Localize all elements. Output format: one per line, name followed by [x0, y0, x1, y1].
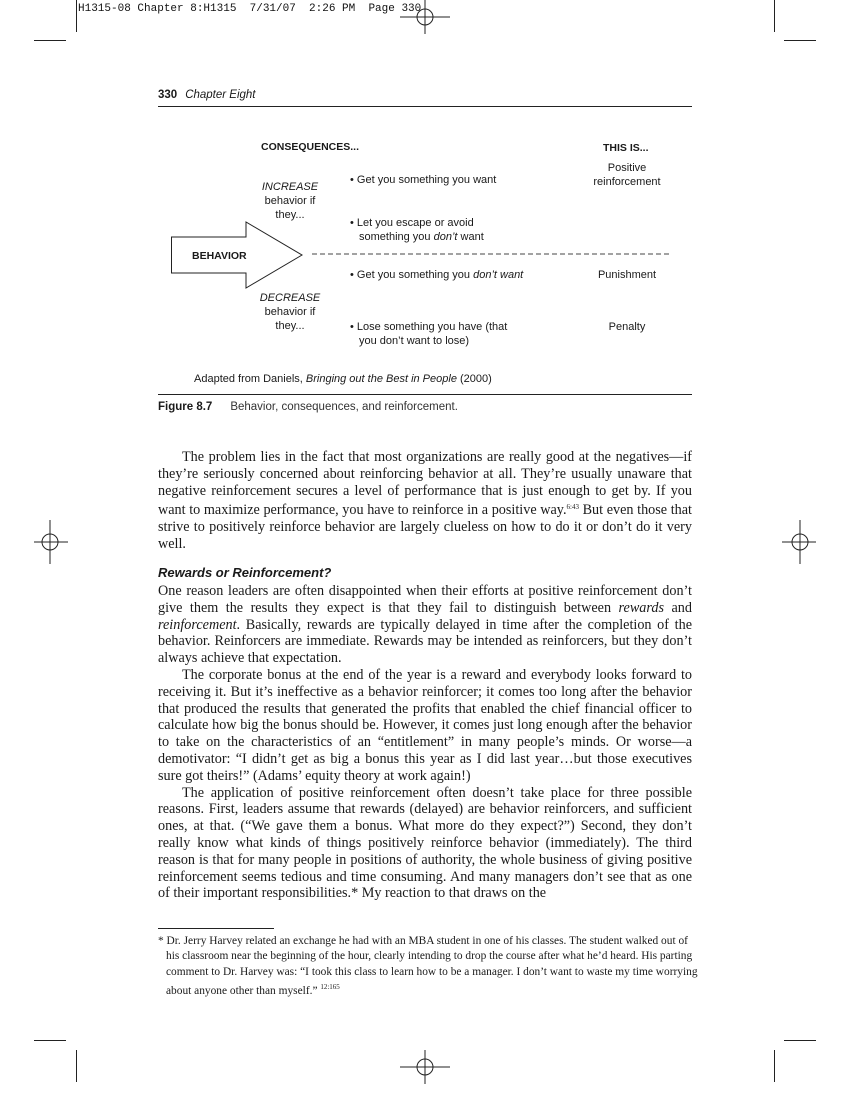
decrease-emph: DECREASE: [259, 292, 321, 304]
crop-mark: [34, 40, 66, 41]
footnote-citation-ref: 12:165: [320, 982, 340, 991]
chapter-title: Chapter Eight: [185, 89, 256, 101]
registration-target-icon: [400, 0, 450, 34]
item-escape-line1: • Let you escape or avoid: [350, 217, 474, 229]
behavior-label: BEHAVIOR: [192, 250, 247, 262]
decrease-line2: behavior if: [264, 306, 316, 318]
citation-ref: 6:43: [566, 503, 579, 512]
increase-label: [250, 180, 330, 222]
crop-mark: [774, 1050, 775, 1082]
item-escape-end: want: [457, 231, 484, 243]
result-positive-reinforcement: [577, 161, 677, 189]
page-number: 330: [158, 89, 178, 101]
crop-mark: [76, 1050, 77, 1082]
registration-target-icon: [34, 520, 68, 564]
figure-caption-text: Behavior, consequences, and reinforcement.: [230, 401, 458, 413]
decrease-line3: they...: [275, 320, 305, 332]
item-lose-line1: • Lose something you have (that: [350, 321, 508, 333]
paragraph-1: [158, 449, 692, 553]
crop-mark: [34, 1040, 66, 1041]
footnote-text: * Dr. Jerry Harvey related an exchange he had with an MBA student in one of his classes. The student walked out of his classroom near the beginning of the hour, clearly intending to drop the course after what he’d heard. His parting comment to Dr. Harvey was: “I took this class to learn how to be a manager. I don’t want to waste my time worrying about anyone other than myself.”: [158, 935, 698, 997]
increase-line2: behavior if: [264, 195, 316, 207]
section-heading: Rewards or Reinforcement?: [158, 565, 332, 580]
paragraph-2-conj: and: [664, 599, 692, 616]
decrease-label: [250, 291, 330, 333]
result-positive-line2: reinforcement: [593, 176, 661, 188]
item-get-dont-emph: don’t want: [473, 269, 524, 281]
paragraph-2-text: One reason leaders are often disappointed when their efforts at positive reinforcement don’t give them the results they expect is that they fail to distinguish between: [158, 583, 692, 616]
result-positive-line1: Positive: [607, 162, 647, 174]
item-escape-emph: don’t: [433, 231, 458, 243]
item-get-dont-want: [350, 268, 523, 282]
footnote: [158, 934, 700, 999]
crop-mark: [76, 0, 77, 32]
term-reinforcement: reinforcement: [158, 616, 237, 633]
registration-target-icon: [400, 1050, 450, 1084]
term-rewards: rewards: [618, 599, 665, 616]
header-rule: [158, 106, 692, 107]
figure-source-prefix: Adapted from Daniels,: [194, 373, 306, 385]
item-get-want: • Get you something you want: [350, 174, 497, 186]
consequences-header: CONSEQUENCES...: [261, 141, 360, 153]
this-is-header: THIS IS...: [603, 142, 649, 154]
footnote-rule: [158, 928, 274, 929]
increase-emph: INCREASE: [261, 181, 319, 193]
item-escape-text: something you: [359, 231, 434, 243]
item-lose: [350, 320, 507, 348]
item-escape: [350, 216, 484, 244]
paragraph-3: The corporate bonus at the end of the year is a reward and everybody looks forward to receiving it. But it’s ineffective as a behavior reinforcer; it comes too long after the behavior that produced the results that generated the profits that enabled the chief financial officer to calculate how big the bonus should be. However, it comes just long enough after the behavior to take on the characteristics of an “entitlement” in many people’s minds. Or worse—a demotivator: “I didn’t get as big a bonus this year as I did last year…but those executives sure got theirs!” (Adams’ equity theory at work again!): [158, 666, 692, 784]
running-head: [158, 89, 256, 101]
section-body: [158, 583, 692, 902]
crop-mark: [784, 40, 816, 41]
figure-source-title: Bringing out the Best in People: [305, 373, 457, 385]
registration-target-icon: [782, 520, 816, 564]
figure-rule: [158, 394, 692, 395]
figure-caption: [158, 401, 458, 413]
paragraph-1-text-cont: But even those that strive to positively reinforce behavior are largely clueless on how to do it or don’t do it very well.: [158, 502, 692, 552]
result-penalty: Penalty: [608, 321, 646, 333]
increase-line3: they...: [275, 209, 305, 221]
result-punishment: Punishment: [597, 269, 657, 281]
item-lose-line2: you don’t want to lose): [359, 335, 470, 347]
paragraph-1-text: The problem lies in the fact that most organizations are really good at the negatives—if they’re seriously concerned about reinforcing behavior at all. They’re usually unaware that negative reinforcement secures a level of performance that is just enough to get by. If you want to maximize performance, you have to reinforce in a positive way.: [158, 449, 692, 519]
figure-source-year: (2000): [456, 373, 492, 385]
figure-source: [194, 372, 492, 386]
printer-slug: H1315-08 Chapter 8:H1315 7/31/07 2:26 PM Page 330: [78, 3, 422, 15]
item-get-dont-text: • Get you something you: [350, 269, 474, 281]
paragraph-4: The application of positive reinforcement often doesn’t take place for three possible reasons. First, leaders assume that rewards (delayed) are behavior reinforcers, and sufficient ones, at that. (“We gave them a bonus. What more do they expect?”) Second, they don’t really know what kinds of things positively reinforce behavior (immediately). The third reason is that for many people in positions of authority, the whole business of giving positive reinforcement seems tedious and time consuming. And many managers don’t see that as one of their important responsibilities.* My reaction to that draws on the: [158, 784, 692, 902]
paragraph-2-text-cont: . Basically, rewards are typically delayed in time after the completion of the behavior. Reinforcers are immediate. Rewards may be intended as reinforcers, but they don’t always achieve that expectation.: [158, 616, 692, 667]
crop-mark: [784, 1040, 816, 1041]
crop-mark: [774, 0, 775, 32]
figure-caption-label: Figure 8.7: [158, 401, 213, 413]
divider-dashed-line: [312, 252, 672, 256]
